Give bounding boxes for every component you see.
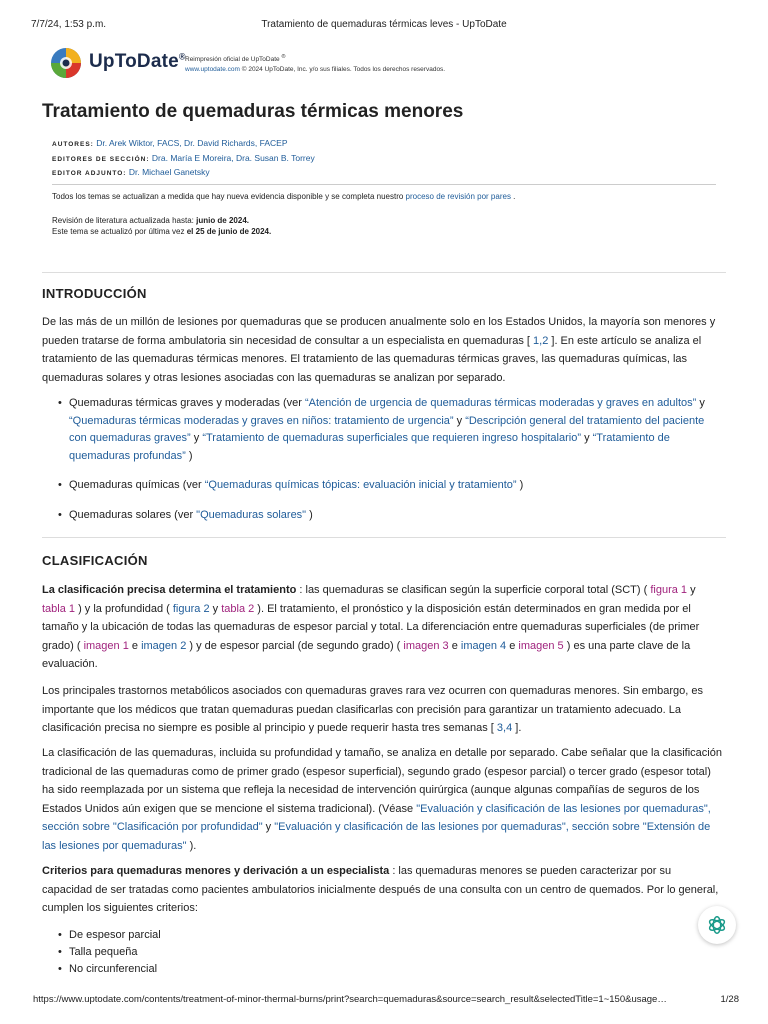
ref-link[interactable]: 1,2 <box>533 334 549 347</box>
ref-link[interactable]: 3,4 <box>496 722 513 734</box>
article-credits: AUTORES: Dr. Arek Wiktor, FACS, Dr. David Richards, FACEP EDITORES DE SECCIÓN: Dra. María E Moreira, Dra. Susan B. Torrey EDITOR ADJUNTO: Dr. Michael Ganetsky <box>52 138 315 177</box>
topic-link[interactable]: “Atención de urgencia de quemaduras térmicas moderadas y graves en adultos” <box>304 397 697 409</box>
classification-paragraph-1: La clasificación precisa determina el tratamiento : las quemaduras se clasifican según la superficie corporal total (SCT) ( figura 1 y tabla 1 ) y la profundidad ( figura 2 y tabla 2 ). El tratamiento, el pronóstico y la disposición están determinados en gran medida por el tamaño y la ubicación de todas las quemaduras de espesor parcial y total. La diferenciación entre quemaduras superficiales (de primer grado) ( imagen 1 e imagen 2 ) y de espesor parcial (de segundo grado) ( imagen 3 e imagen 4 e imagen 5 ) es una parte clave de la evaluación. <box>42 584 700 670</box>
revision-info: Revisión de literatura actualizada hasta: junio de 2024. Este tema se actualizó por última vez el 25 de junio de 2024. <box>52 216 272 236</box>
uptodate-brand <box>50 47 730 81</box>
list-item: • Quemaduras térmicas graves y moderadas (ver “Atención de urgencia de quemaduras térmicas moderadas y graves en adultos” y “Quemaduras térmicas moderadas y graves en niños: tratamiento de urgencia” y “Descripción general del tratamiento del paciente con quemaduras graves” y “Tratamiento de quemaduras superficiales que requieren ingreso hospitalario” y “Tratamiento de quemaduras profundas” ) <box>58 395 722 465</box>
divider <box>42 537 726 538</box>
intro-heading: INTRODUCCIÓN <box>42 286 147 301</box>
criteria-list <box>58 927 161 978</box>
list-item: • Quemaduras químicas (ver “Quemaduras químicas tópicas: evaluación inicial y tratamiento” ) <box>58 477 722 495</box>
divider <box>52 184 716 185</box>
update-note: Todos los temas se actualizan a medida que hay nueva evidencia disponible y se completa nuestro proceso de revisión por pares . <box>52 192 516 201</box>
topic-link[interactable]: “Tratamiento de quemaduras profundas” <box>69 432 670 462</box>
figure-2-link[interactable]: figura 2 <box>172 602 210 615</box>
print-header <box>0 19 768 33</box>
list-item: • De espesor parcial <box>58 927 161 944</box>
topic-link[interactable]: "Quemaduras solares" <box>196 508 307 521</box>
print-page-title: Tratamiento de quemaduras térmicas leves - UpToDate <box>261 19 507 30</box>
image-1-link[interactable]: imagen 1 <box>83 639 129 652</box>
image-5-link[interactable]: imagen 5 <box>518 639 564 652</box>
topic-link[interactable]: "Evaluación y clasificación de las lesiones por quemaduras", sección sobre "Extensión de las lesiones por quemaduras" <box>42 821 711 852</box>
table-1-link[interactable]: tabla 1 <box>42 602 76 615</box>
topic-link[interactable]: "Evaluación y clasificación de las lesiones por quemaduras", sección sobre "Clasificación por profundidad" <box>42 802 711 833</box>
intro-paragraph: De las más de un millón de lesiones por quemaduras que se producen anualmente solo en los Estados Unidos, la mayoría son menores y pueden tratarse de forma ambulatoria sin necesidad de consultar a un especialista en quemaduras [ 1,2 ]. En este artículo se analiza el tratamiento de las quemaduras térmicas menores. El tratamiento de las quemaduras térmicas graves, las quemaduras químicas, las quemaduras solares y otras lesiones asociadas con las quemaduras se analizan por separado. <box>42 316 716 384</box>
print-datetime: 7/7/24, 1:53 p.m. <box>31 19 107 30</box>
article-title: Tratamiento de quemaduras térmicas menores <box>42 101 464 122</box>
image-3-link[interactable]: imagen 3 <box>403 639 449 652</box>
topic-link[interactable]: “Tratamiento de quemaduras superficiales que requieren ingreso hospitalario” <box>202 432 582 444</box>
list-item: • Quemaduras solares (ver "Quemaduras solares" ) <box>58 507 722 525</box>
brand-meta: Reimpresión oficial de UpToDate ® www.uptodate.com © 2024 UpToDate, Inc. y/o sus filiales. Todos los derechos reservados. <box>185 54 446 74</box>
classification-paragraph-3: La clasificación de las quemaduras, incluida su profundidad y tamaño, se analiza en detalle por separado. Cabe señalar que la clasificación tradicional de las quemaduras como de primer grado (espesor superficial), segundo grado (espesor parcial) o tercer grado (espesor total) ha sido reemplazada por un sistema que refleja la necesidad de intervención quirúrgica (aunque algunas compañías de seguros de los Estados Unidos aún exigen que se mencione el sistema tradicional). (Véase "Evaluación y clasificación de las lesiones por quemaduras", sección sobre "Clasificación por profundidad" y "Evaluación y clasificación de las lesiones por quemaduras", sección sobre "Extensión de las lesiones por quemaduras" ). <box>42 747 722 852</box>
divider <box>42 272 726 273</box>
authors-link[interactable]: Dr. Arek Wiktor, FACS, Dr. David Richards, FACEP <box>96 138 288 148</box>
list-item: • Talla pequeña <box>58 944 161 961</box>
classification-paragraph-4: Criterios para quemaduras menores y derivación a un especialista : las quemaduras menores se pueden caracterizar por su capacidad de ser tratadas como pacientes ambulatorios inicialmente después de una consulta con un centro de quemados. Por lo general, cumplen los siguientes criterios: <box>42 865 719 914</box>
peer-review-link[interactable]: proceso de revisión por pares <box>405 192 511 201</box>
figure-1-link[interactable]: figura 1 <box>650 584 688 596</box>
page-number: 1/28 <box>720 994 739 1005</box>
classification-paragraph-2: Los principales trastornos metabólicos asociados con quemaduras graves rara vez ocurren con quemaduras menores. Sin embargo, es importante que los médicos que tratan quemaduras puedan clasificarlas con precisión para garantizar un tratamiento adecuado. La clasificación precisa no siempre es posible al principio y puede requerir hasta tres semanas [ 3,4 ]. <box>42 685 703 734</box>
openai-icon <box>706 914 728 936</box>
uptodate-globe-logo-icon <box>50 47 82 79</box>
table-2-link[interactable]: tabla 2 <box>221 602 255 615</box>
intro-bullet-list <box>58 395 722 524</box>
editors-link[interactable]: Dra. María E Moreira, Dra. Susan B. Torrey <box>151 152 315 163</box>
topic-link[interactable]: “Descripción general del tratamiento del paciente con quemaduras graves” <box>69 414 705 444</box>
uptodate-url-link[interactable]: www.uptodate.com <box>185 66 240 74</box>
deputy-editor-link[interactable]: Dr. Michael Ganetsky <box>128 167 210 177</box>
image-4-link[interactable]: imagen 4 <box>460 639 507 652</box>
list-item: • No circunferencial <box>58 961 161 978</box>
assistant-fab-button[interactable] <box>698 906 736 944</box>
classification-heading: CLASIFICACIÓN <box>42 553 148 568</box>
image-2-link[interactable]: imagen 2 <box>141 639 187 652</box>
topic-link[interactable]: “Quemaduras térmicas moderadas y graves en niños: tratamiento de urgencia” <box>69 414 454 427</box>
brand-name: UpToDate® <box>89 51 186 72</box>
print-url: https://www.uptodate.com/contents/treatment-of-minor-thermal-burns/print?search=quemaduras&source=search_result&selectedTitle=1~150&usage… <box>33 994 667 1005</box>
topic-link[interactable]: “Quemaduras químicas tópicas: evaluación inicial y tratamiento” <box>204 479 517 491</box>
